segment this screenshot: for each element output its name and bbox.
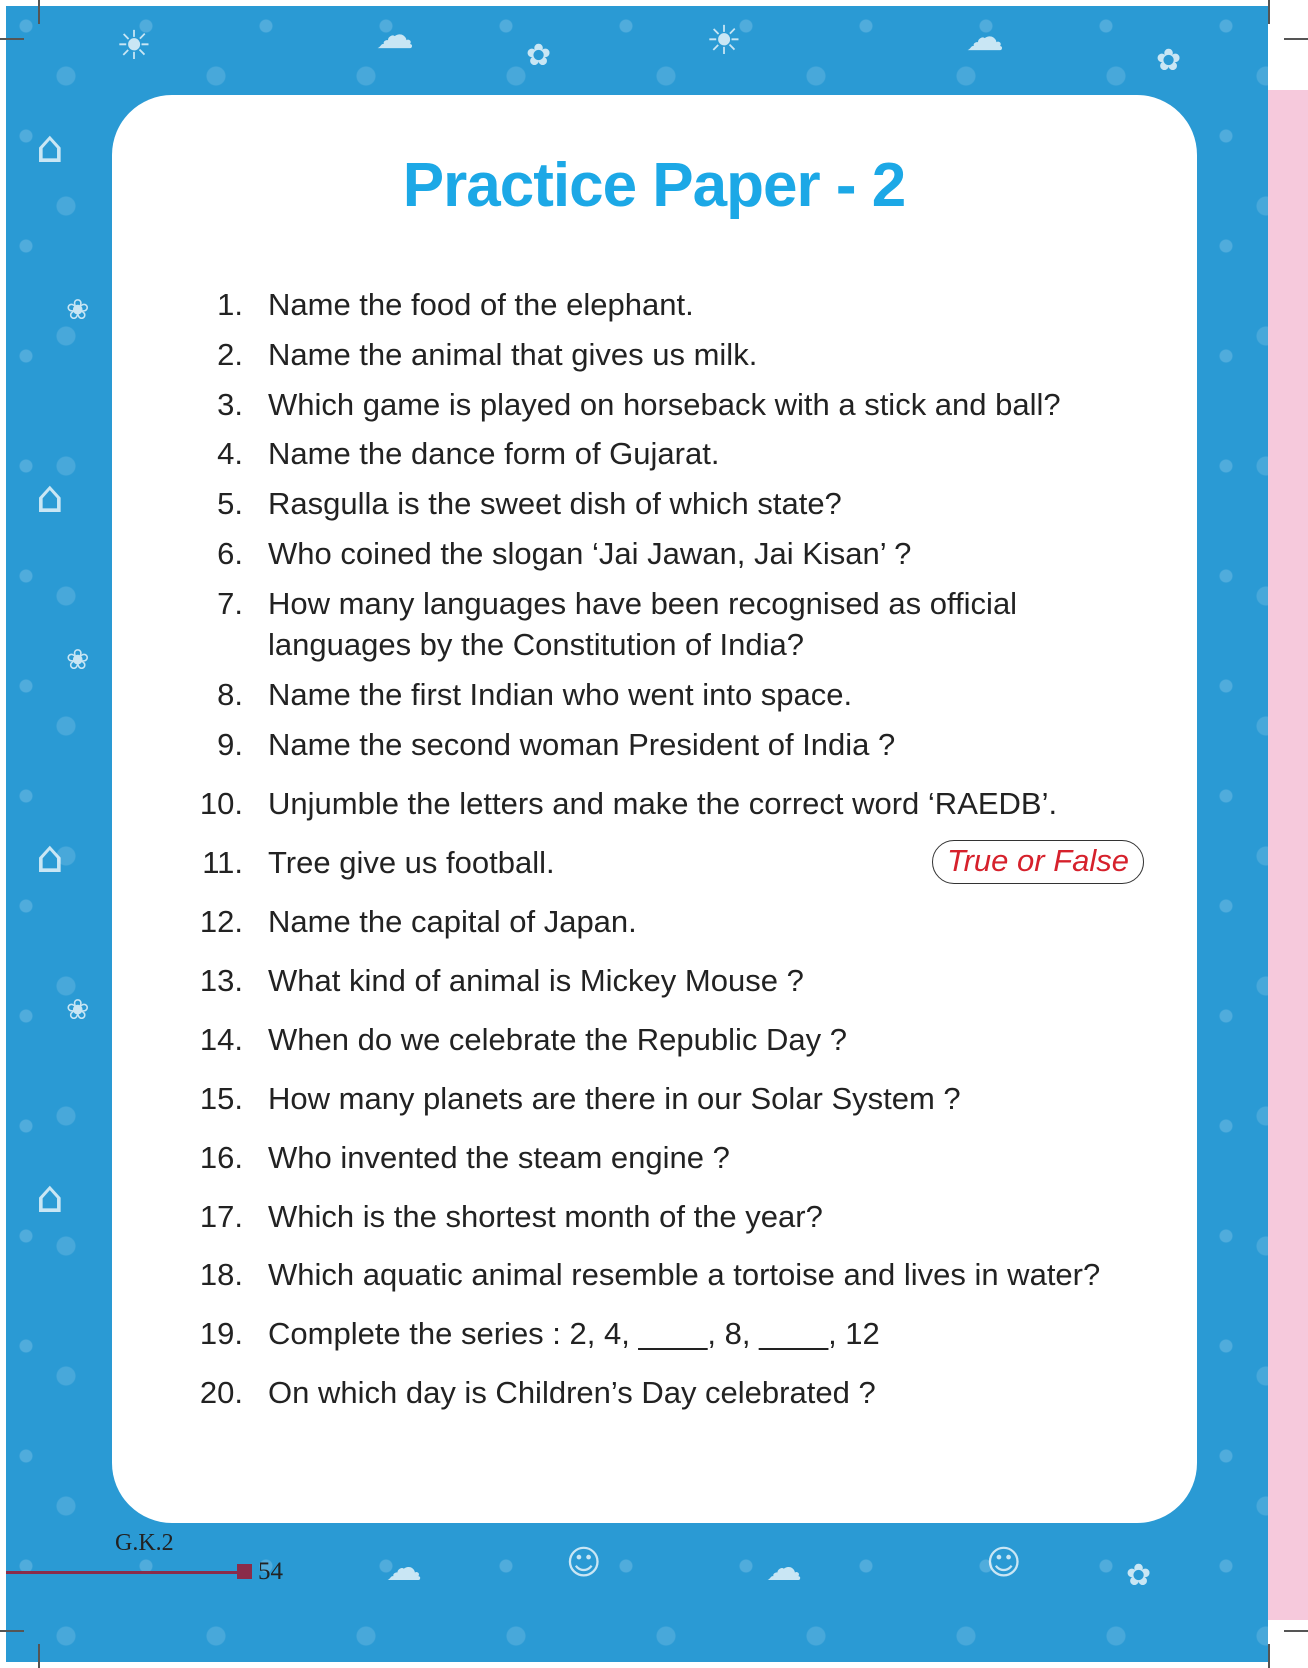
question-text: Which aquatic animal resemble a tortoise and lives in water? (268, 1257, 1101, 1292)
question-number: 19. (199, 1316, 243, 1351)
flower-icon: ❀ (66, 993, 90, 1026)
crop-mark (38, 1644, 40, 1668)
question-number: 17. (199, 1199, 243, 1234)
crop-mark (0, 1630, 24, 1632)
smiley-icon: ☺ (986, 1543, 1022, 1583)
question-text: Name the first Indian who went into space. (268, 677, 853, 712)
crop-mark (1268, 0, 1270, 24)
question-number: 13. (199, 963, 243, 998)
question-number: 7. (217, 586, 243, 621)
question-text: When do we celebrate the Republic Day ? (268, 1022, 847, 1057)
house-icon: ⌂ (36, 832, 64, 883)
true-false-badge: True or False (932, 840, 1144, 884)
question-number: 14. (199, 1022, 243, 1057)
crop-mark (38, 0, 40, 24)
cloud-icon: ☁ (966, 15, 1004, 59)
page-edge-strip (1268, 90, 1308, 1620)
house-icon: ⌂ (36, 1172, 64, 1223)
question-text: Who invented the steam engine ? (268, 1140, 730, 1175)
house-icon: ⌂ (36, 472, 64, 523)
question-number: 15. (199, 1081, 243, 1116)
star-icon: ✿ (1126, 1558, 1152, 1593)
sun-icon: ☀ (116, 23, 152, 69)
question-text: Which is the shortest month of the year? (268, 1199, 823, 1234)
question-number: 3. (217, 387, 243, 422)
footer-rule (6, 1571, 238, 1574)
question-text: Unjumble the letters and make the correct word ‘RAEDB’. (268, 786, 1058, 821)
question-text: On which day is Children’s Day celebrated ? (268, 1375, 876, 1410)
question-text: How many planets are there in our Solar System ? (268, 1081, 961, 1116)
question-text: Name the capital of Japan. (268, 904, 637, 939)
flower-icon: ❀ (66, 643, 90, 676)
question-number: 4. (217, 436, 243, 471)
page-title: Practice Paper - 2 (402, 151, 906, 220)
question-text: Who coined the slogan ‘Jai Jawan, Jai Kisan’ ? (268, 536, 912, 571)
question-text: Tree give us football. (268, 845, 555, 880)
question-number: 2. (217, 337, 243, 372)
star-icon: ✿ (1156, 43, 1182, 78)
sun-icon: ☀ (706, 18, 742, 64)
question-text: What kind of animal is Mickey Mouse ? (268, 963, 804, 998)
book-label: G.K.2 (115, 1530, 174, 1556)
question-number: 10. (199, 786, 243, 821)
question-text: Name the animal that gives us milk. (268, 337, 758, 372)
question-text: Rasgulla is the sweet dish of which state? (268, 486, 842, 521)
question-text: Name the second woman President of India ? (268, 727, 896, 762)
question-number: 5. (217, 486, 243, 521)
question-text: Name the dance form of Gujarat. (268, 436, 720, 471)
question-number: 16. (199, 1140, 243, 1175)
question-number: 6. (217, 536, 243, 571)
question-number: 9. (217, 727, 243, 762)
page-number: 54 (258, 1558, 283, 1585)
question-text: Complete the series : 2, 4, ____, 8, ____, 12 (268, 1316, 880, 1351)
crop-mark (1284, 1630, 1308, 1632)
question-text: How many languages have been recognised as official languages by the Constitution of India? (268, 586, 1018, 662)
footer-marker (237, 1564, 252, 1579)
star-icon: ✿ (526, 38, 552, 73)
question-number: 20. (199, 1375, 243, 1410)
crop-mark (0, 38, 24, 40)
crop-mark (1284, 38, 1308, 40)
question-number: 12. (199, 904, 243, 939)
question-number: 8. (217, 677, 243, 712)
smiley-icon: ☺ (566, 1543, 602, 1583)
cloud-icon: ☁ (766, 1548, 802, 1589)
question-number: 18. (199, 1257, 243, 1292)
flower-icon: ❀ (66, 293, 90, 326)
question-text: Name the food of the elephant. (268, 287, 694, 322)
crop-mark (1268, 1644, 1270, 1668)
question-text: Which game is played on horseback with a stick and ball? (268, 387, 1061, 422)
cloud-icon: ☁ (386, 1548, 422, 1589)
cloud-icon: ☁ (376, 13, 414, 57)
question-number: 11. (202, 845, 243, 880)
house-icon: ⌂ (36, 122, 64, 173)
question-number: 1. (217, 287, 243, 322)
